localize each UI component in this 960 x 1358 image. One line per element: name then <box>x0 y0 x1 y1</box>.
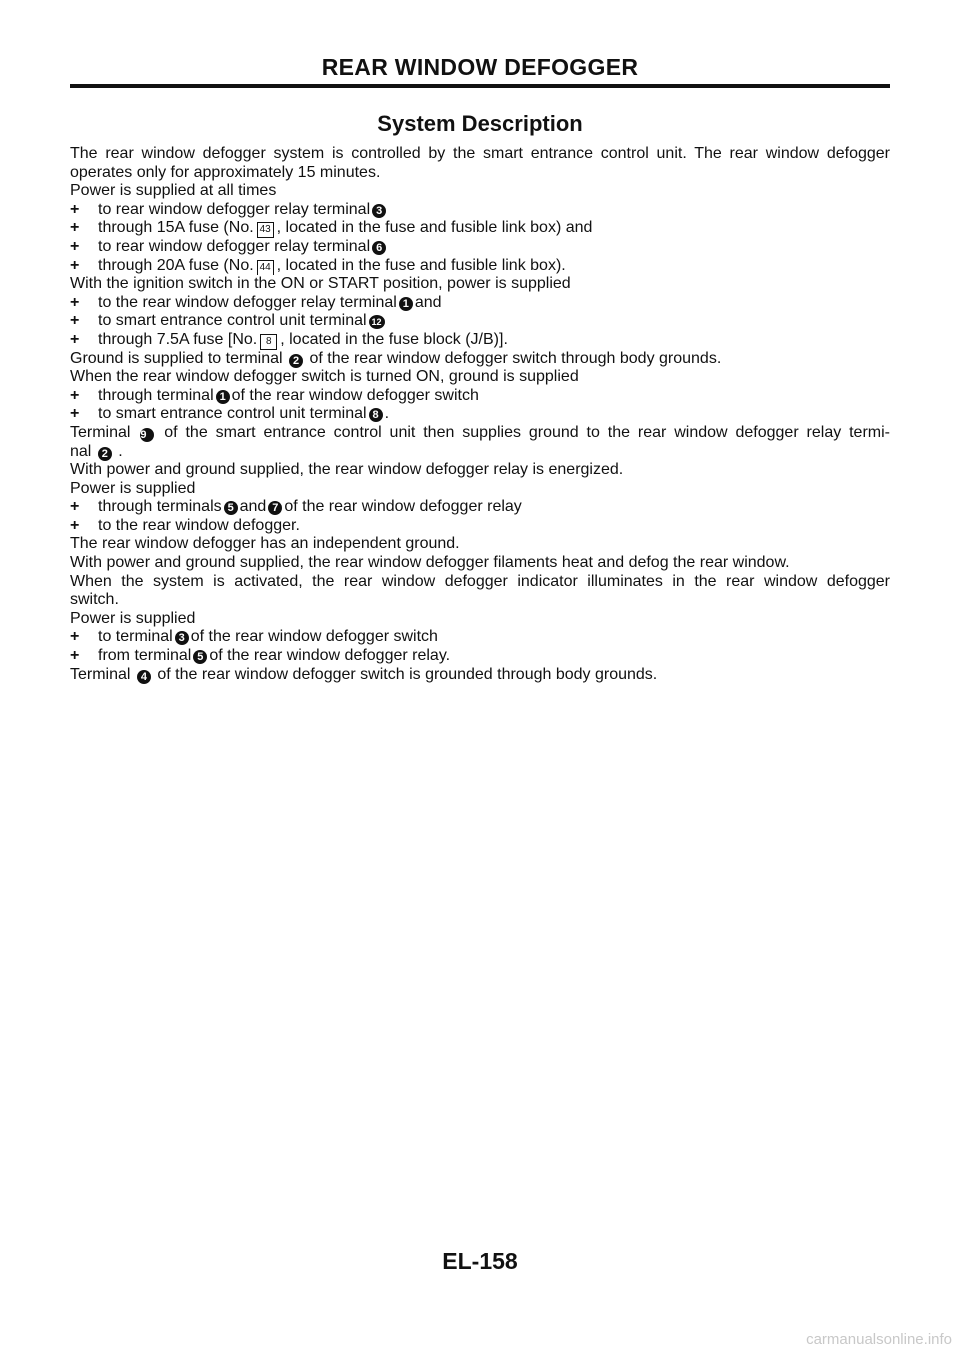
ground-line: Ground is supplied to terminal 2 of the rear window defogger switch through body grounds. <box>70 349 722 367</box>
terminal-number-icon: 5 <box>224 501 238 515</box>
bullet-icon: + <box>70 200 80 218</box>
bullet-item: + to rear window defogger relay terminal 3 <box>70 201 890 220</box>
bullet-item: + to terminal 3 of the rear window defogger switch <box>70 628 438 646</box>
bullet-item: + from terminal 5 of the rear window defogger relay. <box>70 647 451 665</box>
bullet-item: + to the rear window defogger. <box>70 516 300 534</box>
bullet-icon: + <box>70 330 80 348</box>
bullet-icon: + <box>70 237 80 255</box>
bullet-item: + through 15A fuse (No. 43 , located in the fuse and fusible link box) and <box>70 219 593 237</box>
terminal-number-icon: 1 <box>399 297 413 311</box>
bullet-item: + to smart entrance control unit terminal 12 <box>70 312 890 331</box>
fuse-number-box: 44 <box>257 260 274 276</box>
fuse-number-box: 43 <box>257 222 274 238</box>
terminal-number-icon: 6 <box>372 241 386 255</box>
bullet-icon: + <box>70 405 80 423</box>
intro-line-2: operates only for approximately 15 minutes. <box>70 163 381 181</box>
terminal-number-icon: 2 <box>289 354 303 368</box>
bullet-item: + to rear window defogger relay terminal 6 <box>70 238 890 257</box>
terminal-number-icon: 3 <box>372 204 386 218</box>
activated-line-2: switch. <box>70 591 119 609</box>
terminal-number-icon: 4 <box>137 670 151 684</box>
terminal-number-icon: 12 <box>369 315 385 329</box>
terminal-number-icon: 8 <box>369 408 383 422</box>
description-body <box>70 145 890 684</box>
intro-line-1: The rear window defogger system is controlled by the smart entrance control unit. The rear window defogger <box>70 145 890 162</box>
terminal-4-line: Terminal 4 of the rear window defogger switch is grounded through body grounds. <box>70 665 658 683</box>
bullet-item: + through 7.5A fuse [No. 8 , located in the fuse block (J/B)]. <box>70 330 508 348</box>
power-supplied-line: Power is supplied <box>70 479 196 497</box>
fuse-number-box: 8 <box>260 334 277 350</box>
terminal-number-icon: 5 <box>193 650 207 664</box>
power-supplied-line: Power is supplied <box>70 609 196 627</box>
switch-on-line: When the rear window defogger switch is turned ON, ground is supplied <box>70 368 579 386</box>
header-rule <box>70 84 890 88</box>
bullet-item: + through terminal 1 of the rear window defogger switch <box>70 386 479 404</box>
bullet-icon: + <box>70 498 80 516</box>
bullet-item: + to smart entrance control unit terminal 8 . <box>70 405 390 423</box>
bullet-icon: + <box>70 386 80 404</box>
energized-line: With power and ground supplied, the rear window defogger relay is energized. <box>70 461 624 479</box>
activated-line-1: When the system is activated, the rear window defogger indicator illuminates in the rear window defogger <box>70 572 890 590</box>
bullet-icon: + <box>70 219 80 237</box>
bullet-item: + through 20A fuse (No. 44 , located in the fuse and fusible link box). <box>70 256 566 274</box>
terminal-number-icon: 9 <box>140 428 154 442</box>
section-title: System Description <box>377 111 583 136</box>
bullet-icon: + <box>70 293 80 311</box>
bullet-icon: + <box>70 256 80 274</box>
terminal-number-icon: 1 <box>216 390 230 404</box>
terminal-number-icon: 3 <box>175 631 189 645</box>
terminal-number-icon: 2 <box>98 447 112 461</box>
header-title: REAR WINDOW DEFOGGER <box>321 54 639 80</box>
terminal-9-line: Terminal 9 of the smart entrance control unit then supplies ground to the rear window defogger relay termi- <box>70 423 890 441</box>
independent-ground-line: The rear window defogger has an independent ground. <box>70 535 460 553</box>
bullet-item: + to the rear window defogger relay terminal 1 and <box>70 293 442 311</box>
bullet-icon: + <box>70 516 80 534</box>
power-all-times: Power is supplied at all times <box>70 182 277 200</box>
terminal-number-icon: 7 <box>268 501 282 515</box>
page-number: EL-158 <box>442 1248 518 1274</box>
bullet-icon: + <box>70 628 80 646</box>
bullet-item: + through terminals 5 and 7 of the rear window defogger relay <box>70 498 522 516</box>
watermark: carmanualsonline.info <box>806 1331 952 1348</box>
terminal-9-line-cont: nal 2 . <box>70 442 123 460</box>
bullet-icon: + <box>70 647 80 665</box>
ignition-line: With the ignition switch in the ON or START position, power is supplied <box>70 275 571 293</box>
filaments-line: With power and ground supplied, the rear window defogger filaments heat and defog the rear window. <box>70 554 790 572</box>
bullet-icon: + <box>70 312 80 330</box>
